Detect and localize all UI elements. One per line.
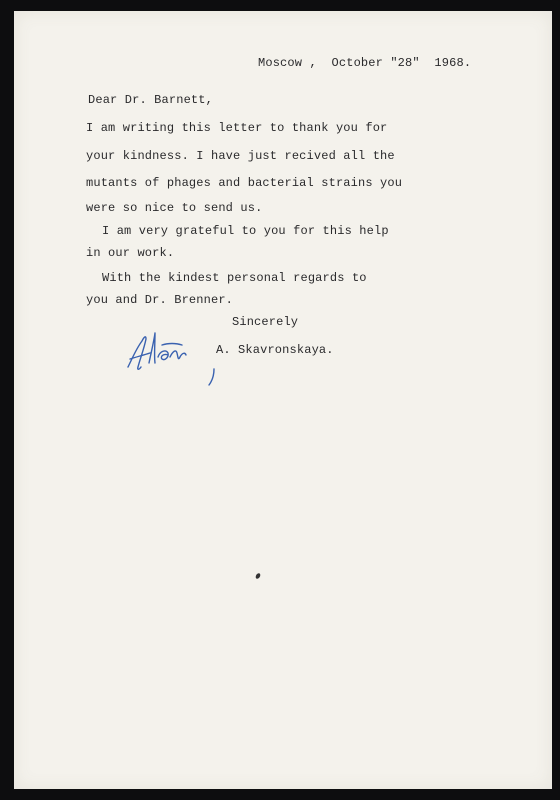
date-line: Moscow , October "28" 1968. [258, 56, 472, 70]
body-line: were so nice to send us. [86, 201, 263, 215]
body-line: I am very grateful to you for this help [102, 224, 389, 238]
signer-name: A. Skavronskaya. [216, 343, 334, 357]
body-line: With the kindest personal regards to [102, 271, 367, 285]
body-line: your kindness. I have just recived all the [86, 149, 395, 163]
body-line: mutants of phages and bacterial strains you [86, 176, 403, 190]
body-line: in our work. [86, 246, 175, 260]
body-line: I am writing this letter to thank you for [86, 121, 388, 135]
letter-page [14, 11, 552, 789]
handwritten-signature [122, 323, 222, 387]
salutation: Dear Dr. Barnett, [88, 93, 213, 107]
paper-speck [255, 572, 261, 579]
closing: Sincerely [232, 315, 299, 329]
body-line: you and Dr. Brenner. [86, 293, 234, 307]
